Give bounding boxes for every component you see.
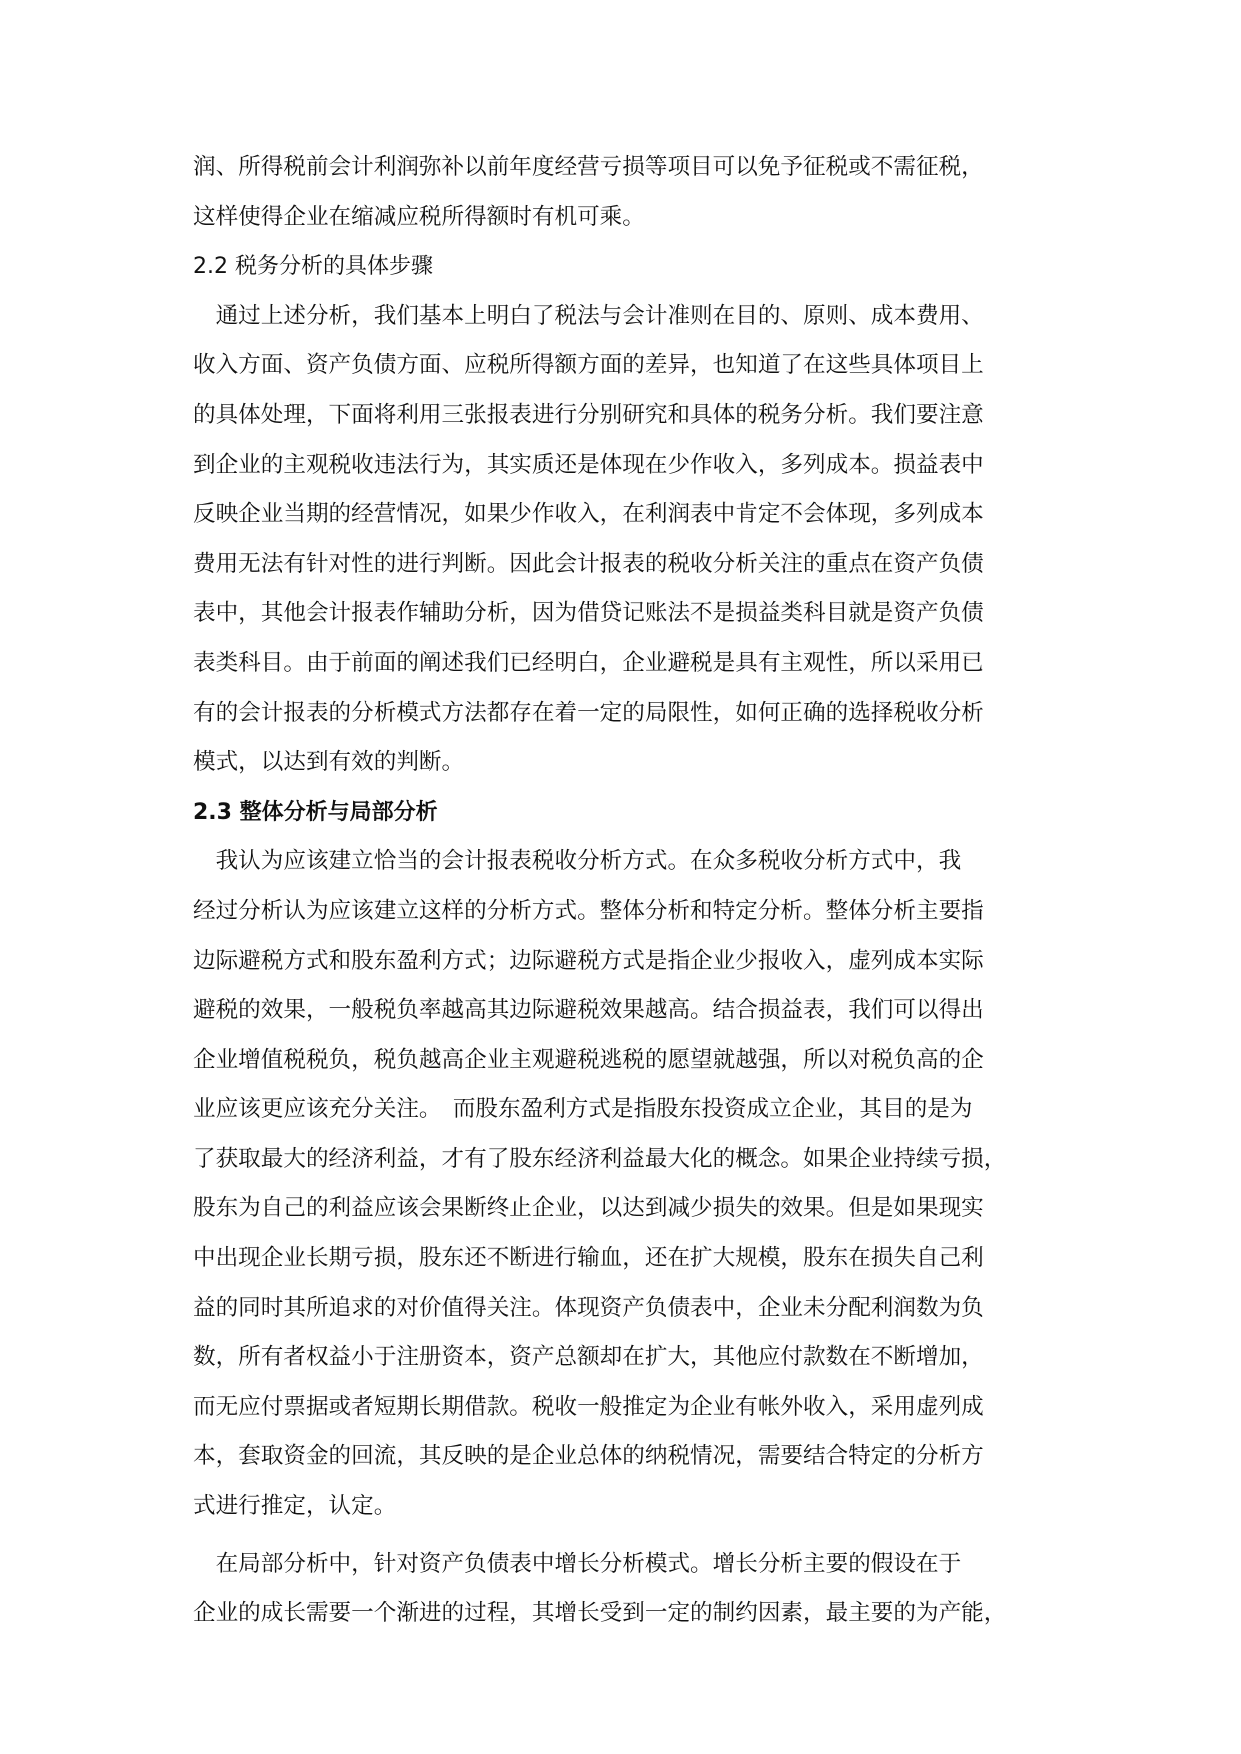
body-text-line: 到企业的主观税收违法行为，其实质还是体现在少作收入，多列成本。损益表中 bbox=[193, 451, 984, 478]
body-text-line: 反映企业当期的经营情况，如果少作收入，在利润表中肯定不会体现，多列成本 bbox=[193, 501, 984, 528]
body-text-line: 边际避税方式和股东盈利方式；边际避税方式是指企业少报收入，虚列成本实际 bbox=[193, 947, 984, 974]
body-text-line: 收入方面、资产负债方面、应税所得额方面的差异，也知道了在这些具体项目上 bbox=[193, 352, 984, 379]
paragraph-gap bbox=[193, 1532, 1063, 1540]
body-text-line: 通过上述分析，我们基本上明白了税法与会计准则在目的、原则、成本费用、 bbox=[193, 302, 984, 329]
body-text-line: 我认为应该建立恰当的会计报表税收分析方式。在众多税收分析方式中，我 bbox=[193, 848, 962, 875]
section-heading-2-2: 2.2 税务分析的具体步骤 bbox=[193, 254, 433, 280]
body-text-line: 经过分析认为应该建立这样的分析方式。整体分析和特定分析。整体分析主要指 bbox=[193, 897, 984, 924]
body-text-line: 业应该更应该充分关注。 而股东盈利方式是指股东投资成立企业，其目的是为 bbox=[193, 1096, 973, 1123]
body-text-line: 了获取最大的经济利益，才有了股东经济利益最大化的概念。如果企业持续亏损， bbox=[193, 1145, 1007, 1172]
body-text-line: 有的会计报表的分析模式方法都存在着一定的局限性，如何正确的选择税收分析 bbox=[193, 699, 984, 726]
body-text-line: 股东为自己的利益应该会果断终止企业，以达到减少损失的效果。但是如果现实 bbox=[193, 1195, 984, 1222]
body-text-line: 式进行推定，认定。 bbox=[193, 1493, 397, 1520]
body-text-line: 企业的成长需要一个渐进的过程，其增长受到一定的制约因素，最主要的为产能， bbox=[193, 1600, 1007, 1627]
body-text-line: 在局部分析中，针对资产负债表中增长分析模式。增长分析主要的假设在于 bbox=[193, 1550, 962, 1577]
body-text-line: 的具体处理，下面将利用三张报表进行分别研究和具体的税务分析。我们要注意 bbox=[193, 401, 984, 428]
document-page bbox=[193, 143, 1063, 1639]
body-text-line: 模式，以达到有效的判断。 bbox=[193, 749, 465, 776]
body-text-line: 费用无法有针对性的进行判断。因此会计报表的税收分析关注的重点在资产负债 bbox=[193, 550, 984, 577]
body-text-line: 表类科目。由于前面的阐述我们已经明白，企业避税是具有主观性，所以采用已 bbox=[193, 649, 984, 676]
body-text-line: 中出现企业长期亏损，股东还不断进行输血，还在扩大规模，股东在损失自己利 bbox=[193, 1245, 984, 1272]
body-text-line: 而无应付票据或者短期长期借款。税收一般推定为企业有帐外收入，采用虚列成 bbox=[193, 1393, 984, 1420]
body-text-line: 数，所有者权益小于注册资本，资产总额却在扩大，其他应付款数在不断增加， bbox=[193, 1344, 984, 1371]
body-text-line: 避税的效果，一般税负率越高其边际避税效果越高。结合损益表，我们可以得出 bbox=[193, 997, 984, 1024]
body-text-line: 企业增值税税负，税负越高企业主观避税逃税的愿望就越强，所以对税负高的企 bbox=[193, 1046, 984, 1073]
body-text-line: 这样使得企业在缩减应税所得额时有机可乘。 bbox=[193, 203, 645, 230]
body-text-line: 益的同时其所追求的对价值得关注。体现资产负债表中，企业未分配利润数为负 bbox=[193, 1294, 984, 1321]
body-text-line: 表中，其他会计报表作辅助分析，因为借贷记账法不是损益类科目就是资产负债 bbox=[193, 600, 984, 627]
section-heading-2-3: 2.3 整体分析与局部分析 bbox=[193, 799, 438, 825]
body-text-line: 本，套取资金的回流，其反映的是企业总体的纳税情况，需要结合特定的分析方 bbox=[193, 1443, 984, 1470]
body-text-line: 润、所得税前会计利润弥补以前年度经营亏损等项目可以免予征税或不需征税， bbox=[193, 154, 984, 180]
